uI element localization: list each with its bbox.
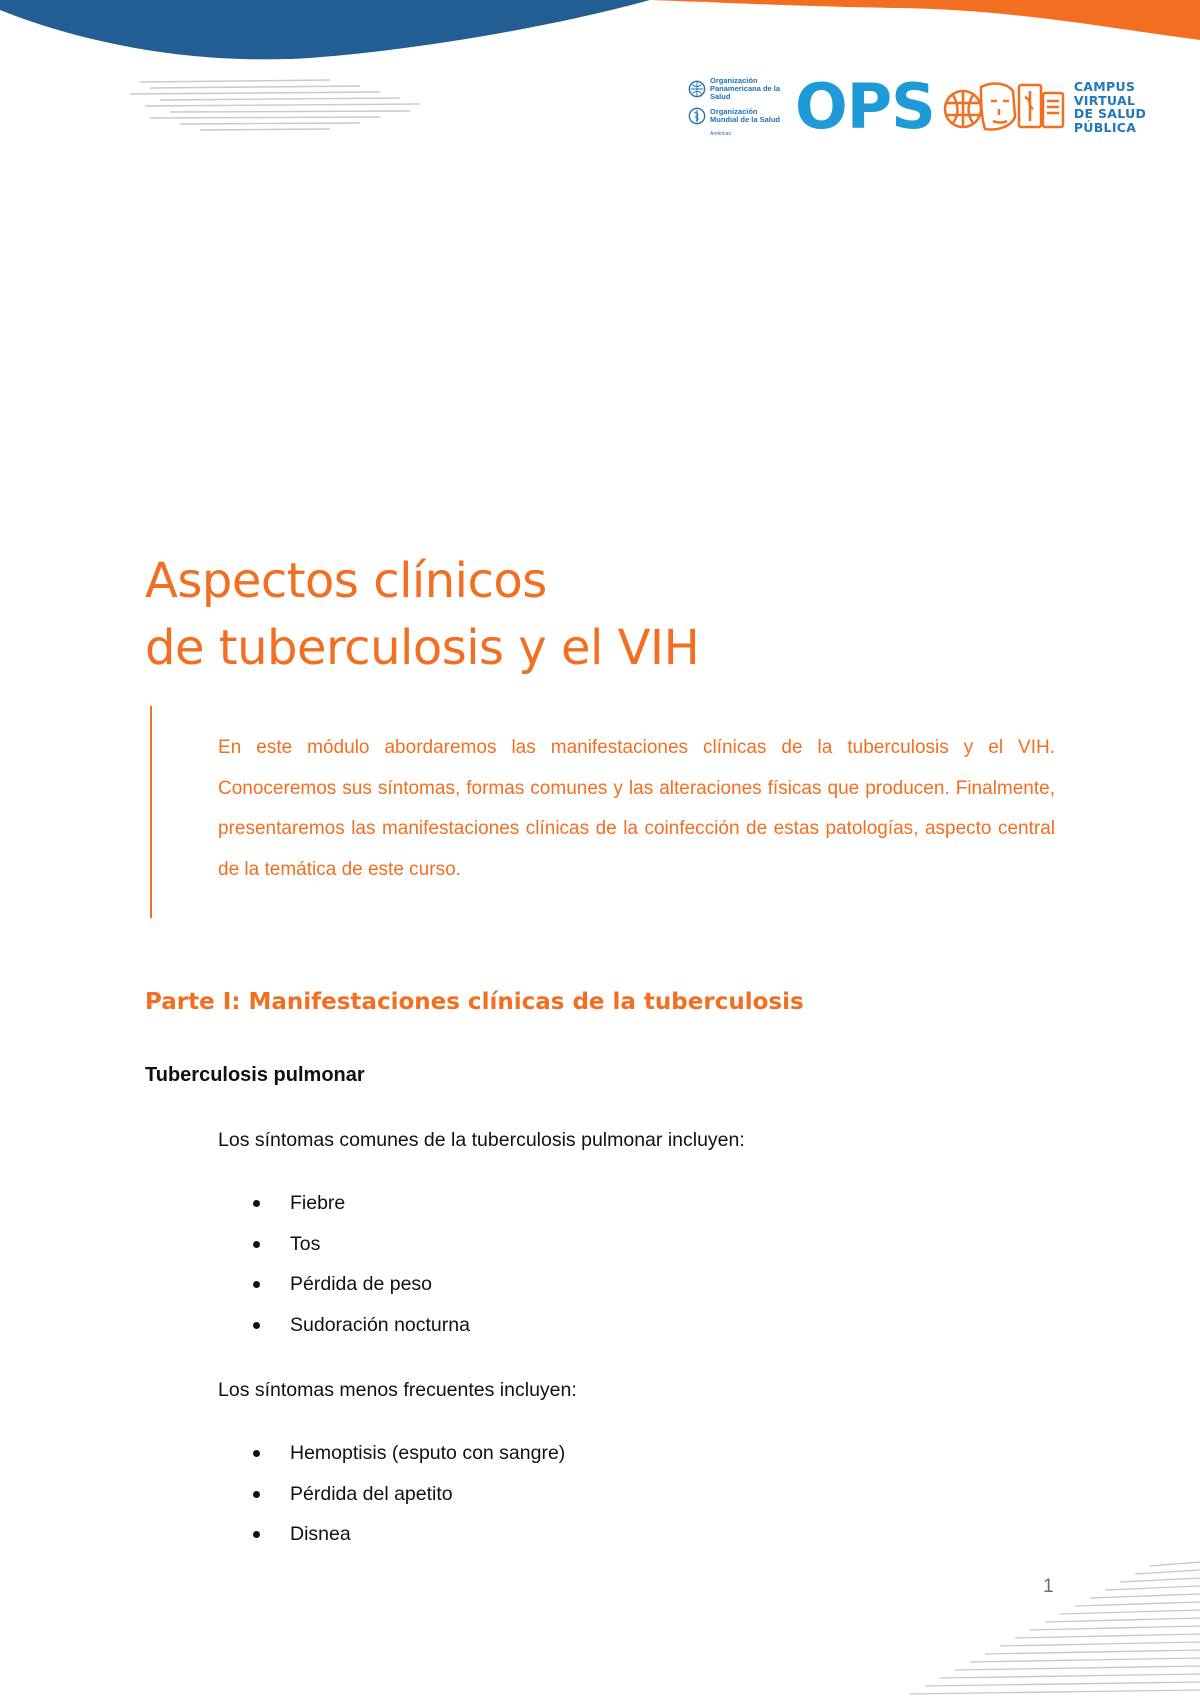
campus-line: CAMPUS [1073,79,1136,94]
less-common-symptoms-list [218,1433,565,1555]
campus-line: PÚBLICA [1073,119,1137,135]
header-logos [688,72,1146,142]
bullet-icon [253,1281,260,1288]
common-symptoms-intro: Los síntomas comunes de la tuberculosis pulmonar incluyen: [218,1129,745,1151]
campus-line: VIRTUAL [1073,92,1136,108]
bullet-icon [253,1531,260,1538]
paho-row [688,77,783,101]
title-line-2: de tuberculosis y el VIH [145,620,700,676]
bullet-icon [253,1241,260,1248]
intro-accent-bar [150,706,152,918]
list-item-text: Pérdida del apetito [290,1482,453,1505]
section-heading: Parte I: Manifestaciones clínicas de la tuberculosis [145,989,804,1015]
who-name: Organización Mundial de la Salud [710,107,781,124]
paho-who-logo [688,77,783,137]
campus-line: DE SALUD [1073,106,1147,121]
title-line-1: Aspectos clínicos [145,553,547,609]
campus-virtual-label [1074,80,1146,134]
paho-name: Organización Panamericana de la Salud [710,76,781,101]
list-item-text: Fiebre [290,1192,346,1214]
list-item-text: Sudoración nocturna [290,1313,470,1336]
page-number: 1 [1043,1576,1054,1597]
list-item-text: Tos [290,1232,321,1255]
bullet-icon [253,1200,260,1207]
list-item-text: Disnea [290,1523,351,1545]
subheading: Tuberculosis pulmonar [145,1064,365,1086]
list-item [218,1305,470,1346]
bullet-icon [253,1491,260,1498]
campus-emblem-icon [941,77,1066,137]
list-item-text: Pérdida de peso [290,1273,433,1295]
bullet-icon [253,1450,260,1457]
bullet-icon [253,1322,260,1329]
list-item [218,1183,470,1224]
list-item [218,1514,565,1555]
document-title [145,548,699,682]
list-item [218,1474,565,1515]
list-item [218,1224,470,1265]
who-region: Américas [710,131,731,137]
who-row [688,107,783,125]
intro-paragraph: En este módulo abordaremos las manifestaciones clínicas de la tuberculosis y el VIH. Conoceremos sus síntomas, formas comunes y las alteraciones físicas que producen. Finalmente, presentaremos las manifestaciones clínicas de la coinfección de estas patologías, aspecto central de la temática de este curso. [218,737,1055,880]
list-item [218,1264,470,1305]
common-symptoms-list [218,1183,470,1345]
footer-wave-decoration [900,1556,1200,1696]
list-item-text: Hemoptisis (esputo con sangre) [290,1442,566,1464]
list-item [218,1433,565,1474]
who-globe-icon [688,107,706,125]
ops-logo-text: OPS [795,70,935,143]
paho-globe-icon [688,80,706,98]
less-common-symptoms-intro: Los síntomas menos frecuentes incluyen: [218,1379,577,1401]
